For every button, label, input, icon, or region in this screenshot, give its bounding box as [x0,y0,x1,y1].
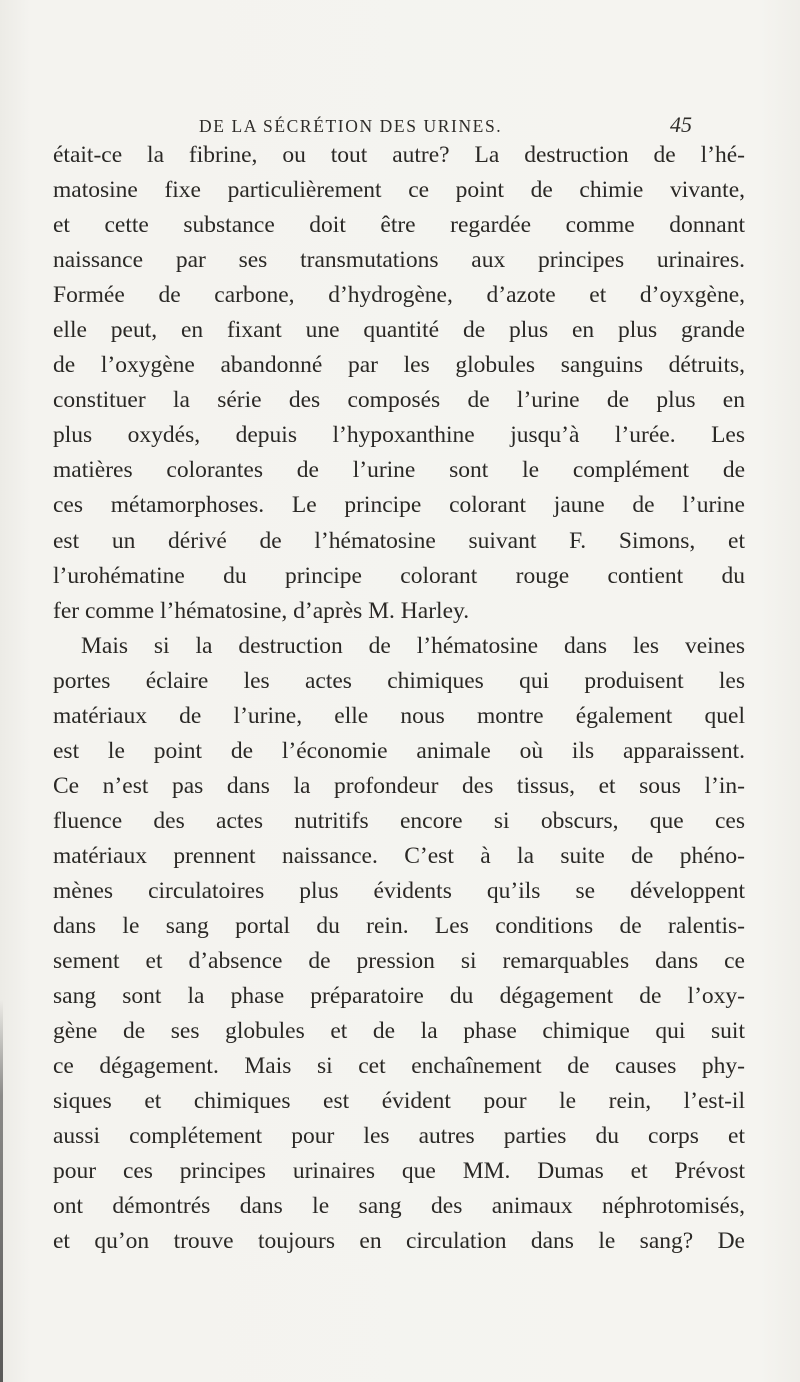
running-head [0,108,800,138]
text-line: dans le sang portal du rein. Les conditions de ralentis- [53,913,745,940]
text-line: et cette substance doit être regardée comme donnant [53,212,745,239]
text-line: portes éclaire les actes chimiques qui produisent les [53,667,745,694]
text-line: fer comme l’hématosine, d’après M. Harley. [53,597,470,624]
text-line: naissance par ses transmutations aux principes urinaires. [53,247,745,274]
text-line: elle peut, en fixant une quantité de plus en plus grande [53,317,745,344]
text-line: est le point de l’économie animale où ils apparaissent. [53,737,745,764]
text-line: gène de ses globules et de la phase chimique qui suit [53,1018,745,1045]
text-line: matériaux de l’urine, elle nous montre également quel [53,702,745,729]
text-line: ces métamorphoses. Le principe colorant jaune de l’urine [53,492,745,519]
text-line: Mais si la destruction de l’hématosine dans les veines [81,632,745,659]
text-line: l’urohématine du principe colorant rouge contient du [53,562,745,589]
text-line: est un dérivé de l’hématosine suivant F. Simons, et [53,527,745,554]
text-line: Formée de carbone, d’hydrogène, d’azote et d’oyxgène, [53,282,745,309]
text-line: plus oxydés, depuis l’hypoxanthine jusqu’à l’urée. Les [53,422,745,449]
page-number: 45 [670,112,692,137]
text-line: constituer la série des composés de l’urine de plus en [53,387,745,414]
text-line: siques et chimiques est évident pour le rein, l’est-il [53,1088,745,1115]
running-title: DE LA SÉCRÉTION DES URINES. [199,116,503,136]
text-line: et qu’on trouve toujours en circulation dans le sang? De [53,1228,745,1255]
text-line: mènes circulatoires plus évidents qu’ils se développent [53,877,745,904]
text-line: sang sont la phase préparatoire du dégagement de l’oxy- [53,983,745,1010]
text-line: de l’oxygène abandonné par les globules sanguins détruits, [53,352,745,379]
text-line: matériaux prennent naissance. C’est à la suite de phéno- [53,842,745,869]
text-line: sement et d’absence de pression si remarquables dans ce [53,948,745,975]
page-edge-shadow [0,1000,3,1382]
text-line: matosine fixe particulièrement ce point de chimie vivante, [53,177,745,204]
text-line: matières colorantes de l’urine sont le complément de [53,457,745,484]
text-line: fluence des actes nutritifs encore si obscurs, que ces [53,807,745,834]
text-line: ont démontrés dans le sang des animaux néphrotomisés, [53,1193,745,1220]
text-line: Ce n’est pas dans la profondeur des tissus, et sous l’in- [53,772,745,799]
body-text [53,138,745,1260]
text-line: aussi complétement pour les autres parties du corps et [53,1123,745,1150]
text-line: pour ces principes urinaires que MM. Dumas et Prévost [53,1158,745,1185]
text-line: ce dégagement. Mais si cet enchaînement de causes phy- [53,1053,745,1080]
text-line: était-ce la fibrine, ou tout autre? La destruction de l’hé- [53,142,745,168]
